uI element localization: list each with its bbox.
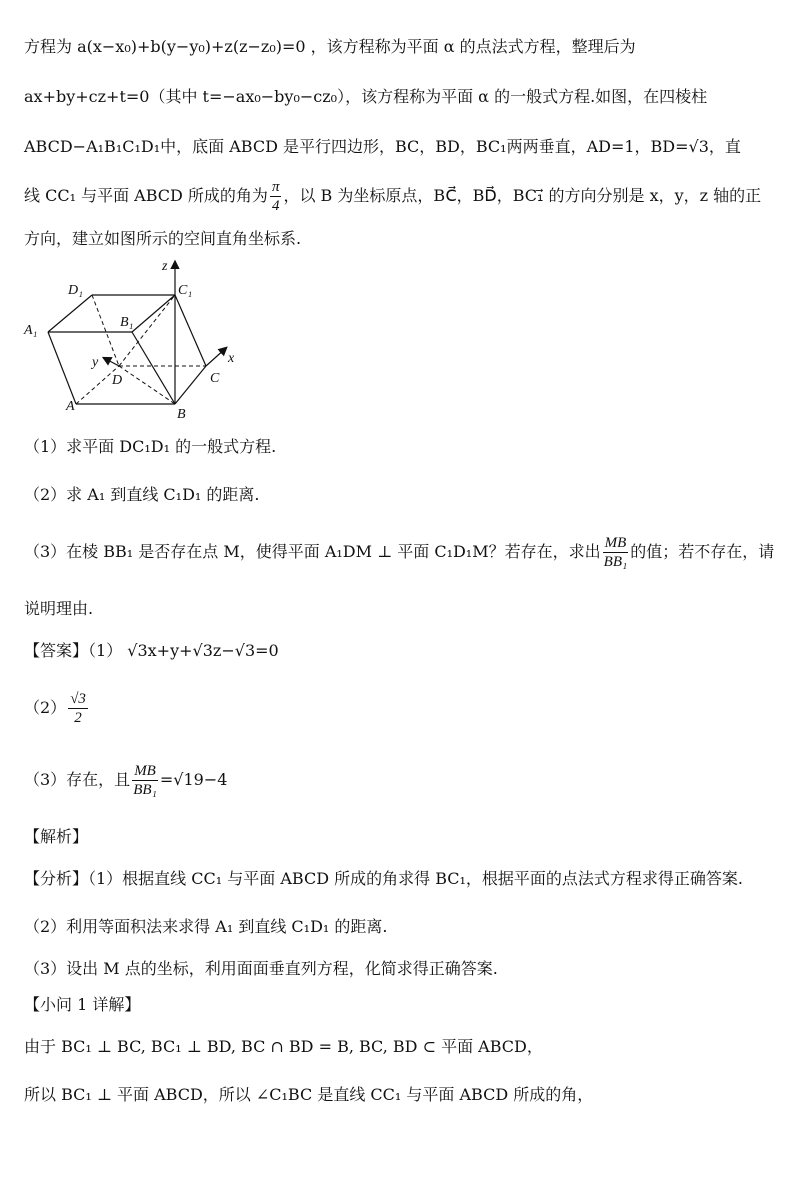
answer-1-text: （1） √3x+y+√3z−√3=0 [88, 641, 279, 660]
question-3 [24, 534, 774, 571]
answer-3-num: MB [134, 763, 156, 779]
intro-line-4 [24, 178, 761, 215]
label-z: z [162, 259, 168, 274]
edge-c1c [175, 295, 206, 366]
intro-line-3: ABCD−A₁B₁C₁D₁中，底面 ABCD 是平行四边形，BC，BD，BC₁两两垂直，AD=1，BD=√3，直 [24, 137, 741, 156]
angle-num: π [271, 179, 280, 195]
y-axis [104, 358, 119, 366]
prism-figure [20, 254, 260, 424]
answer-3-fraction [132, 762, 158, 799]
question-2: （2）求 A₁ 到直线 C₁D₁ 的距离. [24, 485, 260, 504]
answer-3-prefix: （3）存在，且 [24, 770, 131, 789]
edge-db [119, 366, 175, 404]
edge-b1c1 [132, 295, 175, 332]
label-a1: A₁ [24, 323, 38, 338]
edge-d1a1 [48, 295, 92, 332]
q3-fraction [603, 534, 629, 571]
intro-line-5: 方向，建立如图所示的空间直角坐标系. [24, 229, 302, 248]
angle-fraction [270, 178, 282, 215]
edge-a1a [48, 332, 76, 404]
question-1: （1）求平面 DC₁D₁ 的一般式方程. [24, 437, 277, 456]
answer-1 [24, 640, 279, 662]
q3-text-a: （3）在棱 BB₁ 是否存在点 M，使得平面 A₁DM ⊥ 平面 C₁D₁M？若存在，求出 [24, 542, 601, 561]
q3-text-b: 的值；若不存在，请 [630, 542, 775, 561]
intro-line-4-a: 线 CC₁ 与平面 ABCD 所成的角为 [24, 186, 268, 205]
label-c: C [210, 371, 220, 386]
answer-3-den: BB₁ [133, 782, 157, 798]
label-b: B [177, 407, 186, 422]
question-3-cont: 说明理由. [24, 599, 94, 618]
q3-den: BB₁ [603, 554, 628, 570]
intro-line-4-b: ，以 B 为坐标原点，BC⃗，BD⃗，BC₁⃗ 的方向分别是 x，y，z 轴的正 [283, 186, 762, 205]
label-x: x [228, 351, 235, 366]
answer-2-den: 2 [74, 710, 82, 726]
edge-dc1 [119, 295, 175, 366]
subsection-1-title: 【小问 1 详解】 [24, 995, 141, 1014]
label-y: y [92, 355, 99, 370]
analysis-head: 【解析】 [24, 827, 89, 846]
solution-line-1: 由于 BC₁ ⊥ BC, BC₁ ⊥ BD, BC ∩ BD = B, BC, BD ⊂ 平面 ABCD， [24, 1037, 543, 1056]
answer-2-fraction [68, 690, 88, 727]
label-d: D [112, 373, 123, 388]
label-c1: C₁ [178, 283, 193, 298]
intro-line-2: ax+by+cz+t=0（其中 t=−ax₀−by₀−cz₀），该方程称为平面 α 的一般式方程.如图，在四棱柱 [24, 87, 708, 106]
label-d1: D₁ [68, 283, 83, 298]
answer-2 [24, 690, 90, 727]
label-a: A [66, 399, 75, 414]
answer-3-suffix: =√19−4 [159, 770, 228, 789]
answer-2-prefix: （2） [24, 698, 67, 717]
label-b1: B₁ [120, 315, 134, 330]
edge-b1b [132, 332, 175, 404]
analysis-f2: （2）利用等面积法来求得 A₁ 到直线 C₁D₁ 的距离. [24, 917, 388, 936]
angle-den: 4 [271, 198, 280, 214]
answer-2-num: √3 [70, 691, 86, 707]
solution-line-2: 所以 BC₁ ⊥ 平面 ABCD，所以 ∠C₁BC 是直线 CC₁ 与平面 ABCD 所成的角， [24, 1085, 594, 1104]
answer-3 [24, 762, 227, 799]
analysis-f3: （3）设出 M 点的坐标，利用面面垂直列方程，化简求得正确答案. [24, 959, 498, 978]
x-axis [206, 348, 226, 366]
edge-bc [175, 366, 206, 404]
intro-line-1: 方程为 a(x−x₀)+b(y−y₀)+z(z−z₀)=0 ，该方程称为平面 α 的点法式方程，整理后为 [24, 37, 636, 56]
analysis-f1: 【分析】（1）根据直线 CC₁ 与平面 ABCD 所成的角求得 BC₁，根据平面的点法式方程求得正确答案. [24, 869, 743, 888]
answer-tag: 【答案】 [24, 641, 89, 660]
q3-num: MB [604, 535, 627, 551]
